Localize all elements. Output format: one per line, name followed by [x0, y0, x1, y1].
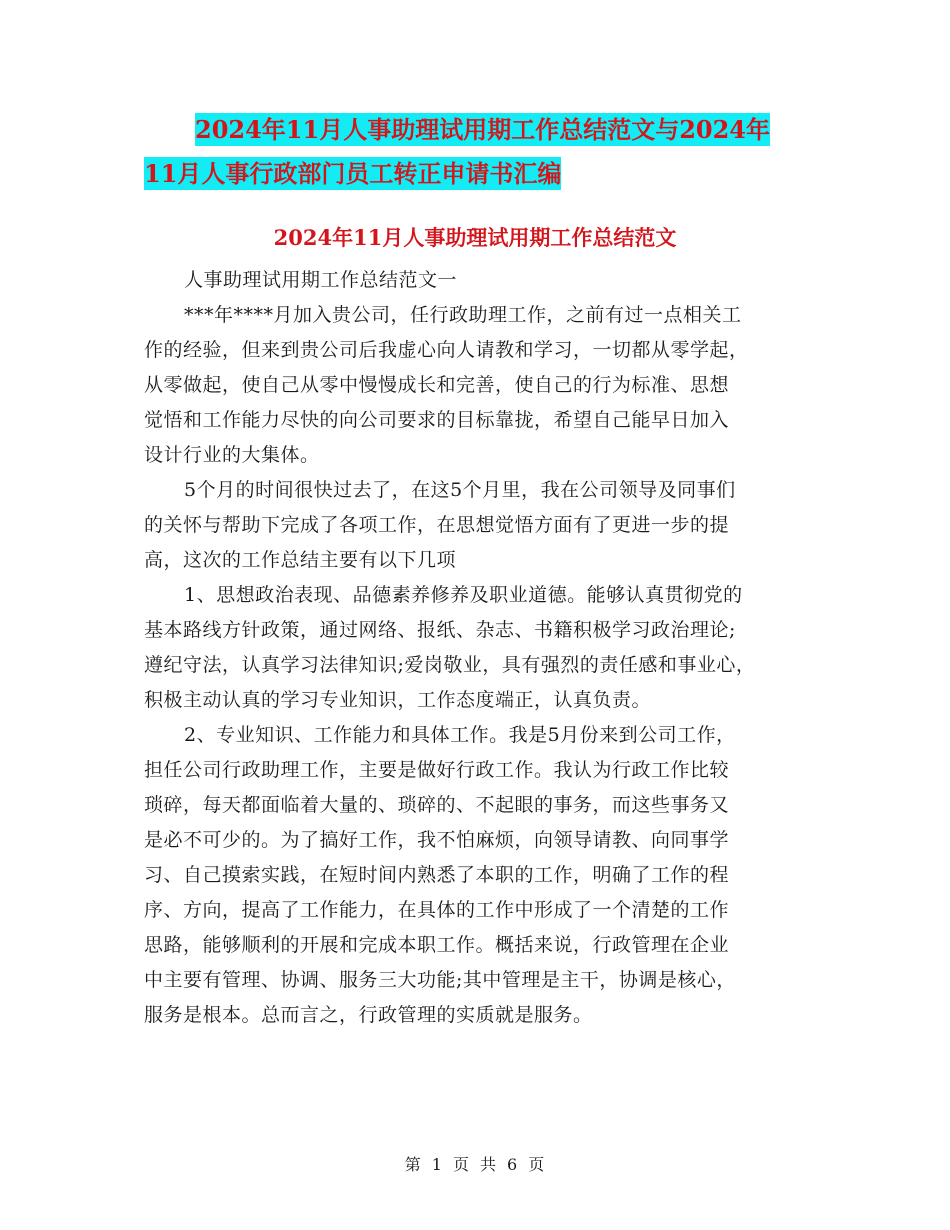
footer-current-page: 1	[431, 1155, 443, 1174]
title-highlight: 2024年11月人事助理试用期工作总结范文与2024年	[195, 115, 770, 144]
footer-total-prefix: 共	[480, 1155, 498, 1174]
body-line: 是必不可少的。为了搞好工作，我不怕麻烦，向领导请教、向同事学	[144, 829, 730, 851]
body-line: 设计行业的大集体。	[144, 444, 320, 466]
footer-page-word: 页	[452, 1155, 470, 1174]
body-line: 序、方向，提高了工作能力，在具体的工作中形成了一个清楚的工作	[144, 899, 730, 921]
body-line: 的关怀与帮助下完成了各项工作，在思想觉悟方面有了更进一步的提	[144, 514, 730, 536]
footer-prefix: 第	[404, 1155, 422, 1174]
body-line: 1、思想政治表现、品德素养修养及职业道德。能够认真贯彻党的	[184, 584, 743, 606]
body-line: 基本路线方针政策，通过网络、报纸、杂志、书籍积极学习政治理论;	[144, 619, 736, 641]
title-highlight: 11月人事行政部门员工转正申请书汇编	[144, 159, 562, 188]
document-title-line-1	[195, 109, 770, 151]
body-line: 习、自己摸索实践，在短时间内熟悉了本职的工作，明确了工作的程	[144, 864, 730, 886]
body-line: 2、专业知识、工作能力和具体工作。我是5月份来到公司工作，	[184, 724, 736, 746]
body-line: 人事助理试用期工作总结范文一	[184, 269, 458, 291]
footer-total-pages: 6	[507, 1155, 519, 1174]
body-line: 5个月的时间很快过去了，在这5个月里，我在公司领导及同事们	[184, 479, 736, 501]
body-line: 思路，能够顺利的开展和完成本职工作。概括来说，行政管理在企业	[144, 934, 730, 956]
body-line: 高，这次的工作总结主要有以下几项	[144, 549, 457, 571]
document-title-line-2	[144, 153, 561, 195]
body-line: 中主要有管理、协调、服务三大功能;其中管理是主干，协调是核心，	[144, 969, 736, 991]
footer-suffix: 页	[528, 1155, 546, 1174]
body-line: ***年****月加入贵公司，任行政助理工作，之前有过一点相关工	[184, 304, 742, 326]
body-line: 作的经验，但来到贵公司后我虚心向人请教和学习，一切都从零学起，	[144, 339, 749, 361]
section-heading: 2024年11月人事助理试用期工作总结范文	[273, 225, 677, 250]
body-line: 从零做起，使自己从零中慢慢成长和完善，使自己的行为标准、思想	[144, 374, 730, 396]
body-line: 担任公司行政助理工作，主要是做好行政工作。我认为行政工作比较	[144, 759, 730, 781]
body-line: 觉悟和工作能力尽快的向公司要求的目标靠拢，希望自己能早日加入	[144, 409, 730, 431]
body-line: 积极主动认真的学习专业知识，工作态度端正，认真负责。	[144, 689, 652, 711]
body-line: 琐碎，每天都面临着大量的、琐碎的、不起眼的事务，而这些事务又	[144, 794, 730, 816]
page-footer	[0, 1152, 950, 1175]
body-line: 服务是根本。总而言之，行政管理的实质就是服务。	[144, 1004, 593, 1026]
body-line: 遵纪守法，认真学习法律知识;爱岗敬业，具有强烈的责任感和事业心，	[144, 654, 756, 676]
document-body	[144, 263, 814, 1033]
